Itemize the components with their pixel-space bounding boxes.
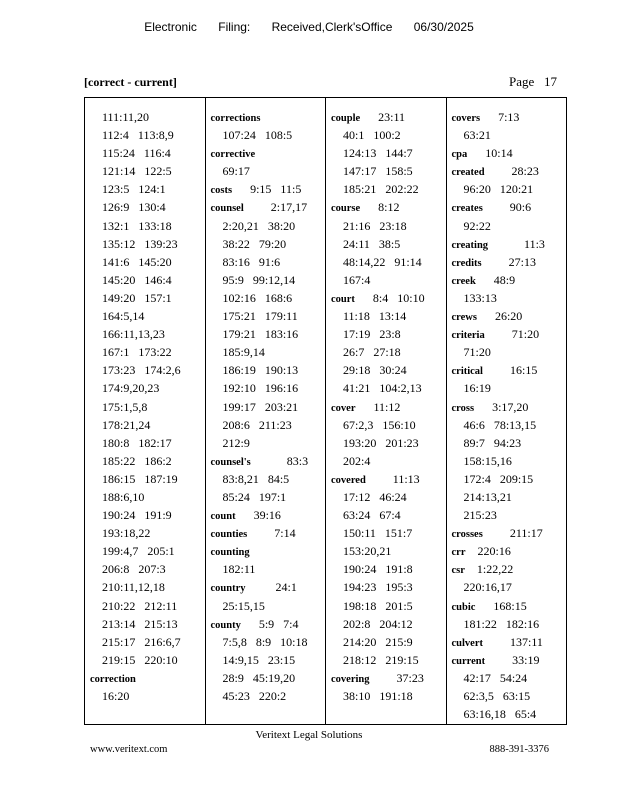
index-refs-line: 69:17	[222, 164, 250, 179]
index-term: counting	[210, 547, 250, 559]
index-refs: 27:13	[481, 254, 536, 269]
index-refs-line: 153:20,21	[343, 544, 392, 559]
index-term: court	[331, 293, 355, 305]
index-term: creek	[451, 275, 476, 287]
index-refs-line: 220:16,17	[463, 580, 512, 595]
index-refs: 90:6	[482, 200, 532, 215]
index-term: critical	[451, 366, 483, 378]
index-refs-line: 45:23 220:2	[222, 689, 287, 703]
index-refs: 26:20	[476, 309, 523, 324]
index-refs-line: 115:24 116:4	[102, 146, 171, 161]
index-refs: 3:17,20	[474, 399, 529, 414]
index-refs-line: 112:4 113:8,9	[102, 128, 174, 143]
index-refs-line: 7:5,8 8:9 10:18	[222, 634, 308, 649]
index-refs-line: 185:22 186:2	[102, 453, 172, 468]
index-term: counties	[210, 529, 248, 541]
page-number: 17	[544, 74, 557, 89]
index-term: cover	[331, 402, 356, 414]
index-refs-line: 126:9 130:4	[102, 200, 166, 215]
index-refs: 8:12	[360, 200, 400, 215]
index-refs: 168:15	[475, 598, 527, 613]
index-refs-line: 135:12 139:23	[102, 236, 178, 251]
index-refs: 83:3	[250, 453, 309, 468]
index-refs-line: 206:8 207:3	[102, 562, 166, 577]
filing-stamp	[0, 20, 618, 34]
index-term: csr	[451, 565, 465, 577]
index-refs-line: 182:11	[222, 562, 256, 577]
index-refs-line: 41:21 104:2,13	[343, 381, 422, 396]
index-refs-line: 102:16 168:6	[222, 290, 293, 305]
word-index-grid	[84, 97, 567, 725]
page-label: Page	[508, 74, 535, 89]
index-refs-line: 42:17 54:24	[463, 670, 528, 685]
index-entry	[447, 144, 567, 162]
index-term: country	[210, 583, 246, 595]
index-term: creating	[451, 239, 489, 251]
index-term: culvert	[451, 637, 483, 649]
index-term: criteria	[451, 330, 485, 342]
index-refs-line: 202:8 204:12	[343, 616, 413, 631]
footer-website: www.veritext.com	[90, 744, 168, 755]
index-refs-line: 133:13	[463, 290, 497, 305]
index-refs-line: 194:23 195:3	[343, 580, 413, 595]
index-term: corrective	[210, 149, 256, 161]
index-refs-line: 215:23	[463, 508, 497, 523]
index-refs-line: 24:11 38:5	[343, 236, 401, 251]
index-refs-line: 213:14 215:13	[102, 616, 178, 631]
index-refs-line: 121:14 122:5	[102, 164, 172, 179]
index-refs-line: 150:11 151:7	[343, 526, 413, 541]
index-refs-line: 190:24 191:8	[343, 562, 413, 577]
index-refs-line: 193:20 201:23	[343, 435, 419, 450]
index-term: count	[210, 511, 236, 523]
index-refs-line: 14:9,15 23:15	[222, 652, 296, 667]
index-term: counsel	[210, 203, 244, 215]
index-entry	[447, 524, 567, 542]
index-entry	[447, 597, 567, 615]
index-refs-line: 199:4,7 205:1	[102, 544, 175, 559]
index-entry	[326, 470, 446, 488]
index-entry	[447, 198, 567, 216]
index-refs: 7:14	[247, 526, 296, 541]
index-refs-line: 185:9,14	[222, 345, 265, 360]
index-term: crews	[451, 312, 477, 324]
index-refs-line: 48:14,22 91:14	[343, 254, 422, 269]
index-refs: 11:13	[365, 471, 420, 486]
index-refs-line: 17:12 46:24	[343, 489, 407, 504]
index-refs-line: 147:17 158:5	[343, 164, 413, 179]
index-term: corrections	[210, 113, 261, 124]
index-entry	[326, 198, 446, 216]
index-term: crr	[451, 547, 466, 559]
index-refs: 48:9	[475, 272, 516, 287]
index-refs: 9:15 11:5	[232, 182, 302, 197]
index-entry	[447, 235, 567, 253]
filing-label: Electronic	[144, 20, 197, 34]
index-refs-line: 26:7 27:18	[343, 345, 401, 360]
index-entry	[206, 108, 326, 126]
index-refs-line: 219:15 220:10	[102, 652, 178, 667]
index-refs-line: 172:4 209:15	[463, 471, 534, 486]
index-term: cubic	[451, 601, 476, 613]
index-entry	[447, 560, 567, 578]
index-entry	[85, 669, 205, 687]
index-refs-line: 174:9,20,23	[102, 381, 160, 396]
index-refs: 211:17	[482, 526, 543, 541]
index-refs-line: 179:21 183:16	[222, 327, 299, 342]
index-refs-line: 175:21 179:11	[222, 309, 298, 324]
index-refs-line: 83:8,21 84:5	[222, 471, 290, 486]
index-refs: 33:19	[485, 652, 540, 667]
index-refs-line: 166:11,13,23	[102, 327, 165, 342]
index-term: costs	[210, 185, 233, 197]
index-refs-line: 186:15 187:19	[102, 471, 178, 486]
index-refs: 71:20	[484, 327, 540, 342]
index-column-2	[205, 98, 326, 724]
index-refs-line: 186:19 190:13	[222, 363, 299, 378]
index-refs-line: 71:20	[463, 345, 491, 360]
index-refs-line: 167:1 173:22	[102, 345, 172, 360]
index-entry	[447, 651, 567, 669]
index-term: credits	[451, 257, 482, 269]
index-refs: 28:23	[484, 164, 539, 179]
index-entry	[206, 198, 326, 216]
index-refs-line: 193:18,22	[102, 526, 151, 541]
index-refs-line: 29:18 30:24	[343, 363, 407, 378]
index-refs-line: 85:24 197:1	[222, 489, 287, 504]
index-refs-line: 198:18 201:5	[343, 598, 413, 613]
index-refs: 11:3	[488, 236, 545, 251]
index-refs-line: 16:19	[463, 381, 491, 396]
index-term: crosses	[451, 529, 483, 541]
index-refs-line: 63:16,18 65:4	[463, 707, 537, 722]
index-refs-line: 123:5 124:1	[102, 182, 166, 197]
index-entry	[447, 398, 567, 416]
index-entry	[447, 325, 567, 343]
index-refs-line: 215:17 216:6,7	[102, 634, 181, 649]
index-term: cross	[451, 402, 475, 414]
index-entry	[206, 615, 326, 633]
index-refs-line: 11:18 13:14	[343, 309, 407, 324]
page-indicator	[509, 74, 557, 90]
index-refs: 23:11	[360, 110, 406, 124]
index-entry	[447, 162, 567, 180]
filing-status: Received,Clerk'sOffice	[271, 20, 393, 34]
index-term: counsel's	[210, 456, 251, 468]
index-refs-line: 185:21 202:22	[343, 182, 419, 197]
index-refs: 11:12	[355, 399, 401, 414]
index-refs-line: 173:23 174:2,6	[102, 363, 181, 378]
footer-phone: 888-391-3376	[489, 744, 549, 755]
index-refs-line: 164:5,14	[102, 309, 145, 324]
index-entry	[447, 253, 567, 271]
index-term: county	[210, 619, 241, 631]
index-refs-line: 28:9 45:19,20	[222, 670, 296, 685]
index-refs-line: 62:3,5 63:15	[463, 689, 531, 703]
index-term: correction	[90, 673, 136, 685]
index-refs: 1:22,22	[464, 562, 514, 577]
index-column-3	[325, 98, 446, 724]
index-refs-line: 67:2,3 156:10	[343, 417, 416, 432]
index-term: covering	[331, 673, 370, 685]
index-refs: 39:16	[235, 508, 281, 523]
index-refs-line: 107:24 108:5	[222, 128, 293, 143]
index-term: course	[331, 203, 361, 215]
index-entry	[447, 633, 567, 651]
index-refs: 2:17,17	[243, 200, 308, 215]
index-refs-line: 202:4	[343, 453, 371, 468]
index-entry	[206, 452, 326, 470]
index-refs-line: 180:8 182:17	[102, 435, 172, 450]
index-refs-line: 38:10 191:18	[343, 689, 413, 703]
index-refs-line: 95:9 99:12,14	[222, 272, 296, 287]
index-refs-line: 46:6 78:13,15	[463, 417, 537, 432]
index-refs-line: 218:12 219:15	[343, 652, 419, 667]
index-refs: 37:23	[369, 670, 424, 685]
index-refs: 5:9 7:4	[240, 616, 299, 631]
index-refs-line: 214:13,21	[463, 489, 512, 504]
index-range: [correct - current]	[84, 75, 177, 89]
index-refs-line: 158:15,16	[463, 453, 512, 468]
index-refs-line: 40:1 100:2	[343, 128, 401, 143]
index-refs: 8:4 10:10	[354, 290, 425, 305]
index-entry	[206, 144, 326, 162]
index-entry	[326, 108, 446, 126]
index-refs-line: 214:20 215:9	[343, 634, 413, 649]
index-refs: 7:13	[480, 110, 520, 124]
index-term: cpa	[451, 149, 468, 161]
index-refs-line: 2:20,21 38:20	[222, 218, 296, 233]
index-entry	[206, 578, 326, 596]
index-term: current	[451, 655, 486, 667]
footer-company: Veritext Legal Solutions	[255, 729, 363, 741]
index-refs-line: 210:11,12,18	[102, 580, 165, 595]
filing-label-2: Filing:	[218, 20, 251, 34]
filing-date: 06/30/2025	[413, 20, 474, 34]
index-entry	[447, 271, 567, 289]
index-entry	[326, 669, 446, 687]
index-refs-line: 92:22	[463, 218, 491, 233]
index-refs: 24:1	[245, 580, 297, 595]
index-entry	[326, 398, 446, 416]
index-entry	[206, 506, 326, 524]
index-refs-line: 145:20 146:4	[102, 272, 172, 287]
index-refs: 10:14	[467, 146, 513, 161]
index-entry	[447, 361, 567, 379]
index-term: created	[451, 167, 485, 179]
index-entry	[447, 108, 567, 126]
index-refs-line: 63:24 67:4	[343, 508, 401, 523]
index-entry	[206, 524, 326, 542]
index-refs-line: 199:17 203:21	[222, 399, 299, 414]
index-refs-line: 212:9	[222, 435, 250, 450]
index-refs-line: 38:22 79:20	[222, 236, 287, 251]
index-refs-line: 132:1 133:18	[102, 218, 172, 233]
index-refs-line: 141:6 145:20	[102, 254, 172, 269]
index-term: creates	[451, 203, 483, 215]
index-entry	[206, 180, 326, 198]
index-refs-line: 89:7 94:23	[463, 435, 522, 450]
index-refs: 16:15	[482, 363, 538, 378]
index-refs-line: 124:13 144:7	[343, 146, 413, 161]
index-refs-line: 188:6,10	[102, 489, 145, 504]
index-refs-line: 178:21,24	[102, 417, 151, 432]
index-refs-line: 190:24 191:9	[102, 508, 172, 523]
index-refs-line: 111:11,20	[102, 110, 149, 124]
index-refs-line: 208:6 211:23	[222, 417, 292, 432]
index-term: covered	[331, 474, 366, 486]
index-refs-line: 83:16 91:6	[222, 254, 281, 269]
index-refs: 220:16	[465, 544, 511, 559]
index-term: couple	[331, 113, 361, 124]
index-refs-line: 192:10 196:16	[222, 381, 299, 396]
index-entry	[326, 289, 446, 307]
index-refs-line: 16:20	[102, 689, 130, 703]
index-entry	[447, 542, 567, 560]
index-term: covers	[451, 113, 481, 124]
index-entry	[206, 542, 326, 560]
index-column-1	[85, 98, 205, 724]
index-entry	[447, 307, 567, 325]
index-refs: 137:11	[483, 634, 543, 649]
index-refs-line: 167:4	[343, 272, 371, 287]
index-refs-line: 96:20 120:21	[463, 182, 534, 197]
index-refs-line: 63:21	[463, 128, 491, 143]
index-refs-line: 149:20 157:1	[102, 290, 172, 305]
index-refs-line: 175:1,5,8	[102, 399, 148, 414]
index-refs-line: 210:22 212:11	[102, 598, 178, 613]
index-refs-line: 181:22 182:16	[463, 616, 540, 631]
index-refs-line: 21:16 23:18	[343, 218, 407, 233]
index-column-4	[446, 98, 567, 724]
index-refs-line: 25:15,15	[222, 598, 265, 613]
index-refs-line: 17:19 23:8	[343, 327, 401, 342]
